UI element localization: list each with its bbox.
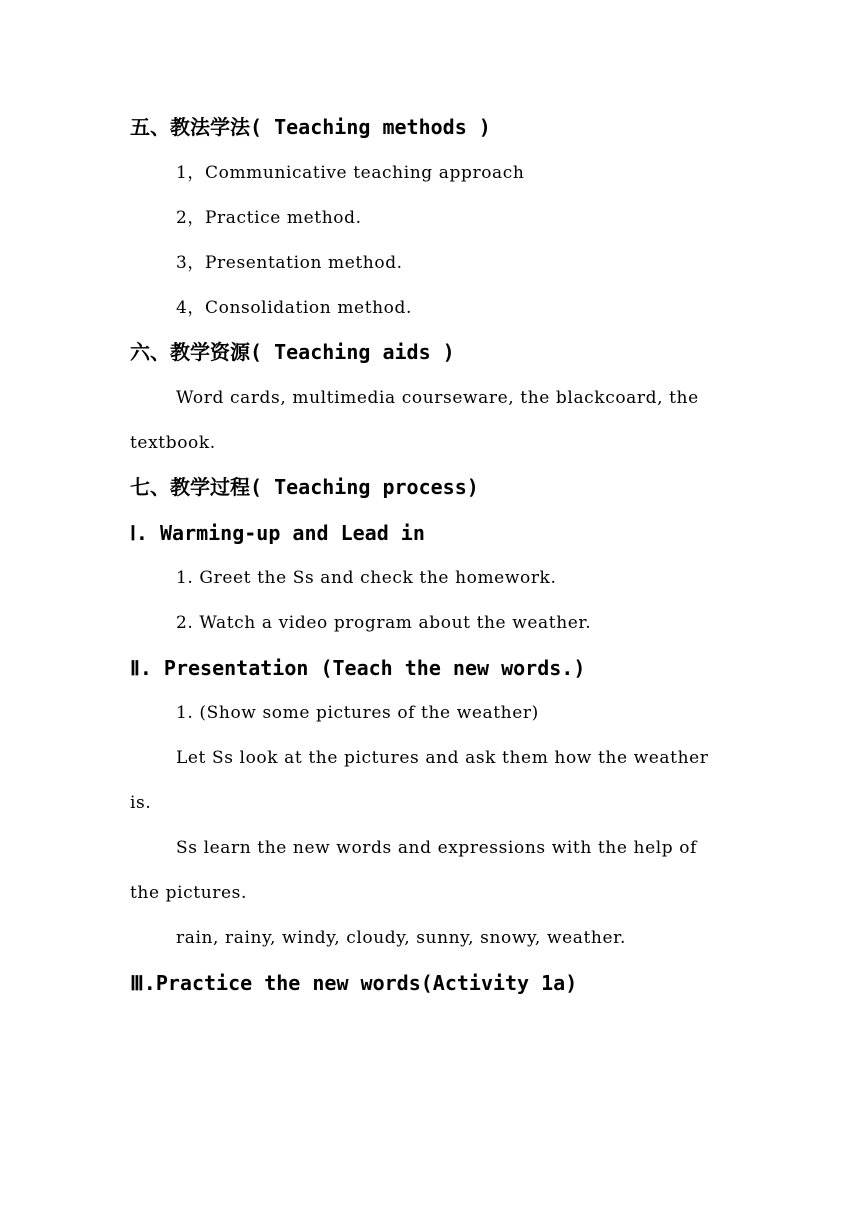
method-item-1: 1，Communicative teaching approach [176, 163, 525, 183]
presentation-paragraph-2-line-1: Ss learn the new words and expressions with the help of [176, 838, 697, 858]
presentation-paragraph-1-line-1: Let Ss look at the pictures and ask them how the weather [176, 748, 709, 768]
method-item-4: 4，Consolidation method. [176, 298, 412, 318]
part-heading-practice: Ⅲ.Practice the new words(Activity 1a) [130, 971, 578, 995]
part-heading-presentation: Ⅱ. Presentation (Teach the new words.) [130, 656, 586, 680]
teaching-aids-text-line-2: textbook. [130, 433, 216, 453]
presentation-step-1: 1. (Show some pictures of the weather) [176, 703, 539, 723]
method-item-3: 3，Presentation method. [176, 253, 403, 273]
section-heading-teaching-methods: 五、教法学法( Teaching methods ) [130, 115, 491, 139]
warming-up-item-2: 2. Watch a video program about the weather. [176, 613, 592, 633]
teaching-aids-text-line-1: Word cards, multimedia courseware, the blackcoard, the [176, 388, 699, 408]
section-heading-teaching-process: 七、教学过程( Teaching process) [130, 475, 479, 499]
part-heading-warming-up: Ⅰ. Warming-up and Lead in [130, 521, 425, 545]
presentation-paragraph-2-line-2: the pictures. [130, 883, 247, 903]
presentation-paragraph-1-line-2: is. [130, 793, 152, 813]
section-heading-teaching-aids: 六、教学资源( Teaching aids ) [130, 340, 455, 364]
warming-up-item-1: 1. Greet the Ss and check the homework. [176, 568, 557, 588]
new-words-list: rain, rainy, windy, cloudy, sunny, snowy, weather. [176, 928, 626, 948]
method-item-2: 2，Practice method. [176, 208, 362, 228]
